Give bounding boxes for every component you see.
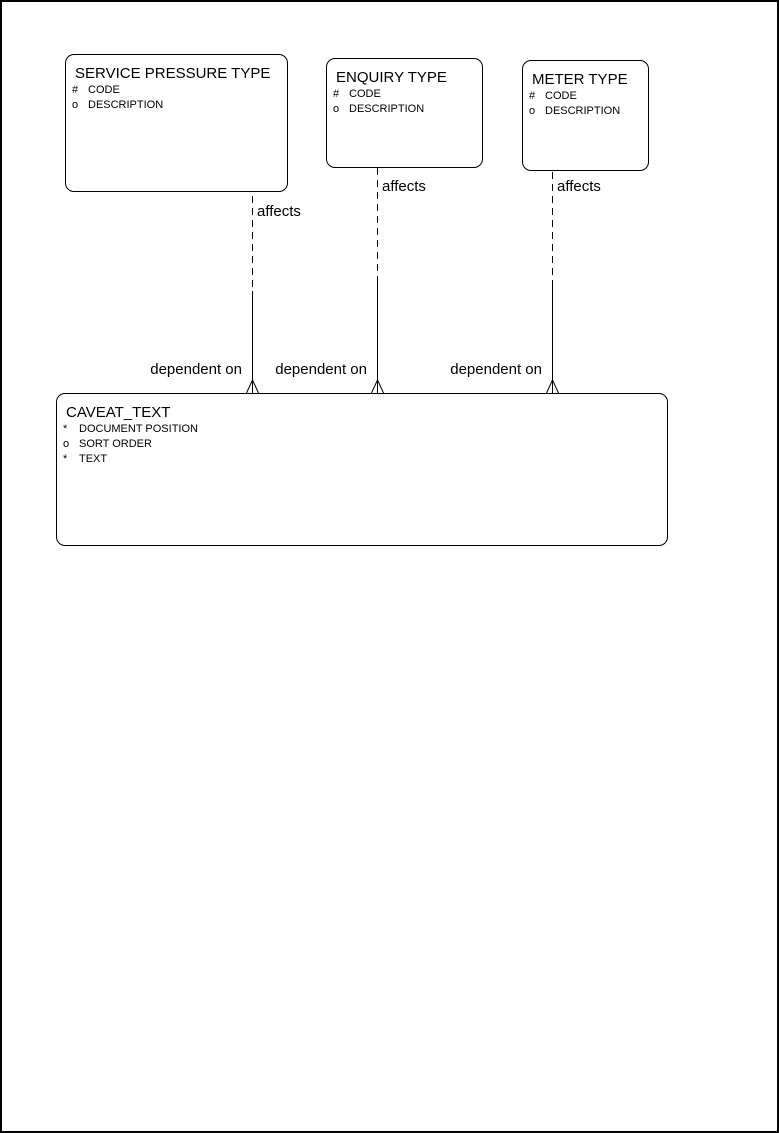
attribute-name: DESCRIPTION — [88, 99, 164, 111]
attribute-optionality-mark: o — [72, 99, 79, 111]
attribute-row — [523, 104, 648, 119]
attribute-optionality-mark: o — [529, 105, 536, 117]
attribute-row — [66, 98, 287, 113]
relationship-label-affects: affects — [557, 178, 601, 195]
entity-name: CAVEAT_TEXT — [66, 404, 171, 421]
attribute-row — [327, 102, 482, 117]
attribute-optionality-mark: # — [333, 88, 340, 100]
attribute-name: CODE — [545, 90, 577, 102]
entity-name: SERVICE PRESSURE TYPE — [75, 65, 271, 82]
relationship-line-enquiry-type-caveat-text — [372, 168, 384, 393]
attribute-row — [523, 89, 648, 104]
attribute-optionality-mark: # — [72, 84, 79, 96]
attribute-name: SORT ORDER — [79, 438, 152, 450]
entity-service-pressure-type — [65, 54, 288, 192]
attribute-name: DESCRIPTION — [349, 103, 425, 115]
entity-caveat-text — [56, 393, 668, 546]
attribute-optionality-mark: * — [63, 423, 68, 435]
relationship-label-dependent-on: dependent on — [275, 361, 367, 378]
attribute-name: DOCUMENT POSITION — [79, 423, 198, 435]
relationship-line-service-pressure-type-caveat-text — [247, 196, 259, 393]
entity-name: METER TYPE — [532, 71, 628, 88]
attribute-row — [57, 452, 667, 467]
attribute-name: CODE — [349, 88, 381, 100]
attribute-row — [57, 437, 667, 452]
attribute-row — [57, 422, 667, 437]
relationship-label-dependent-on: dependent on — [150, 361, 242, 378]
attribute-optionality-mark: o — [63, 438, 70, 450]
attribute-optionality-mark: o — [333, 103, 340, 115]
attribute-row — [327, 87, 482, 102]
attribute-name: CODE — [88, 84, 120, 96]
relationship-label-affects: affects — [382, 178, 426, 195]
entity-meter-type — [522, 60, 649, 171]
attribute-optionality-mark: # — [529, 90, 536, 102]
attribute-row — [66, 83, 287, 98]
entity-enquiry-type — [326, 58, 483, 168]
entity-name: ENQUIRY TYPE — [336, 69, 447, 86]
attribute-name: DESCRIPTION — [545, 105, 621, 117]
attribute-optionality-mark: * — [63, 453, 68, 465]
relationship-label-affects: affects — [257, 203, 301, 220]
relationship-line-meter-type-caveat-text — [547, 172, 559, 393]
attribute-name: TEXT — [79, 453, 108, 465]
relationship-label-dependent-on: dependent on — [450, 361, 542, 378]
